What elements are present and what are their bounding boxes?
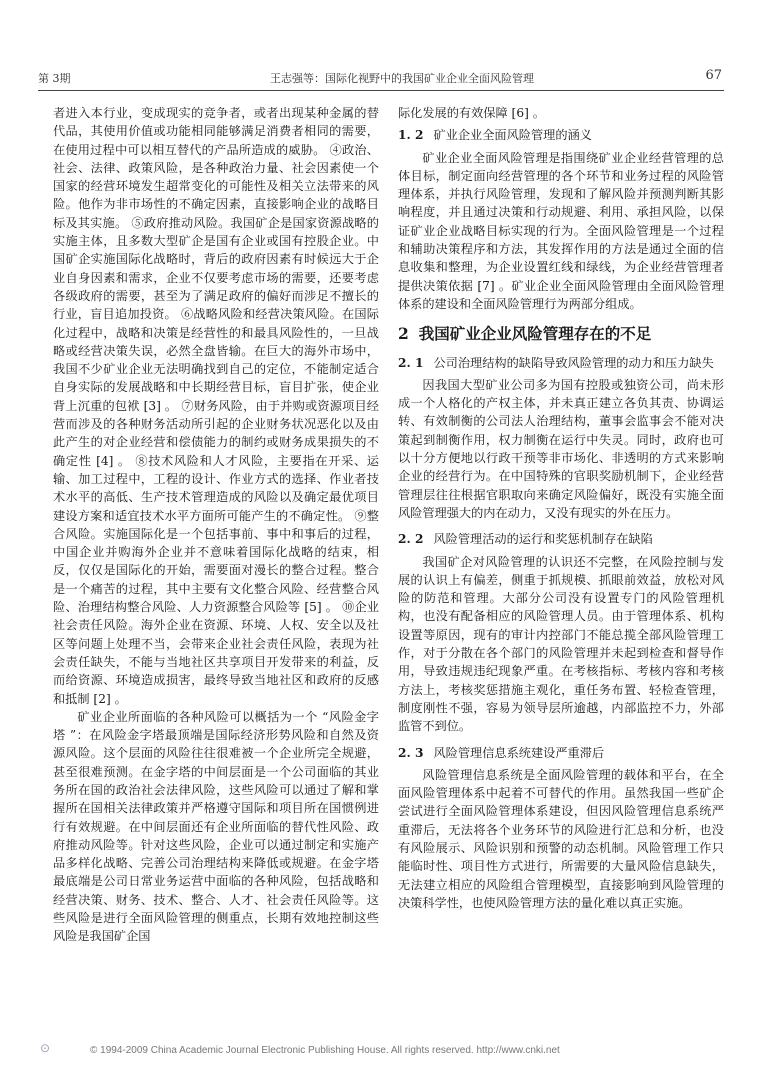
copyright-text: © 1994-2009 China Academic Journal Electronic Publishing House. All rights reserved. http://www.cnki.net (90, 1045, 560, 1056)
right-column (398, 104, 724, 912)
section-title: 风险管理活动的运行和奖惩机制存在缺陷 (433, 532, 653, 547)
section-title: 我国矿业企业风险管理存在的不足 (418, 324, 652, 344)
paragraph-continuation: 际化发展的有效保障 [6] 。 (398, 106, 545, 120)
running-title: 王志强等：国际化视野中的我国矿业企业全面风险管理 (270, 72, 534, 85)
section-title: 公司治理结构的缺陷导致风险管理的动力和压力缺失 (433, 355, 714, 370)
section-number: 2 (398, 324, 409, 344)
section-heading-2-2 (398, 530, 724, 548)
paragraph-2-2: 我国矿企对风险管理的认识还不完整，在风险控制与发展的认识上有偏差，侧重于抓规模、抓眼前效益，放松对风险的防范和管理。大部分公司没有设置专门的风险管理机构，也没有配备相应的风险管理人员。由于管理体系、机构设置等原因，现有的审计内控部门不能总揽全部风险管理工作，对于分散在各个部门的风险管理并未起到检查和督导作用，导致违规违纪现象严重。在考核指标、考核内容和考核方法上，考核奖惩措施主观化，重任务布置、轻检查管理，制度刚性不强，容易为领导层所逾越，内部监控不力，外部监管不到位。 (398, 554, 724, 734)
page-header (38, 66, 722, 88)
left-column (53, 104, 379, 946)
paragraph-2-1: 因我国大型矿业公司多为国有控股或独资公司，尚未形成一个人格化的产权主体，并未真正建立各负其责、协调运转、有效制衡的公司法人治理结构，董事会监事会不能对决策起到制衡作用，权力制衡在运行中失灵。同时，政府也可以十分方便地以行政干预等非市场化、非透明的方式来影响企业的经营行为。在中国特殊的官职奖励机制下，企业经营管理层往往根据官职取向来确定风险偏好，既没有实施全面风险管理强大的内在动力，又没有现实的外在压力。 (398, 377, 724, 520)
paragraph-risk-list: 者进入本行业，变成现实的竞争者，或者出现某种金属的替代品，其使用价值或功能相同能够满足消费者相同的需要，在使用过程中可以相互替代的产品所造成的威胁。 ④政治、社会、法律、政策风险，是各种政治力量、社会因素使一个国家的经营环境发生超常变化的可能性及相关立法带来的风险。他作为非市场性的不确定因素，直接影响企业的战略目标及其实施。 ⑤政府推动风险。我国矿企是国家资源战略的实施主体，且多数大型矿企是国有企业或国有控股企业。中国矿企实施国际化战略时，背后的政府因素有时候远大于企业自身因素和需求，企业不仅要考虑市场的需要，还要考虑各级政府的需要，甚至为了满足政府的偏好而涉足不擅长的行业，盲目追加投资。 ⑥战略风险和经营决策风险。在国际化过程中，战略和决策是经营性的和最具风险性的，一旦战略或经营决策失误，必然全盘皆输。在巨大的海外市场中，我国不少矿业企业无法明确找到自己的定位，不能制定适合自身实际的发展战略和中长期经营目标，盲目扩张，使企业背上沉重的包袱 [3] 。 ⑦财务风险，由于并购或资源项目经营而涉及的各种财务活动所引起的企业财务状况恶化以及由此产生的对企业经营和偿债能力的制约或财务成果损失的不确定性 [4] 。 ⑧技术风险和人才风险，主要指在开采、运输、加工过程中，工程的设计、作业方式的选择、作业者技术水平的高低、生产技术管理造成的风险以及确定最优项目建设方案和适宜技术水平方面所可能产生的不确定性。 ⑨整合风险。实施国际化是一个包括事前、事中和事后的过程，中国企业并购海外企业并不意味着国际化战略的结束，相反，仅仅是国际化的开始，需要面对漫长的整合过程。整合是一个痛苦的过程，其中主要有文化整合风险、经营整合风险、治理结构整合风险、人力资源整合风险等 [5] 。 ⑩企业社会责任风险。海外企业在资源、环境、人权、安全以及社区等问题上处理不当，会带来企业社会责任风险，表现为社会责任缺失，不能与当地社区共享项目开发带来的利益，反而给资源、环境造成损害，最终导致当地社区和政府的反感和抵制 [2] 。 (53, 106, 379, 706)
section-title: 矿业企业全面风险管理的涵义 (433, 128, 592, 143)
page-footer (40, 1041, 740, 1063)
section-heading-2-3 (398, 744, 724, 762)
section-heading-2-1 (398, 354, 724, 372)
section-heading-1-2 (398, 126, 724, 144)
section-number: 2. 2 (398, 532, 424, 547)
issue-label: 第 3期 (38, 72, 71, 85)
section-heading-2 (398, 325, 724, 343)
header-rule (38, 90, 724, 91)
page-number: 67 (705, 68, 722, 83)
publisher-logo-icon: ⊙ (40, 1041, 51, 1055)
paragraph-1-2: 矿业企业全面风险管理是指围绕矿业企业经营管理的总体目标，制定面向经营管理的各个环节和业务过程的风险管理体系，并执行风险管理，发现和了解风险并预测判断其影响程度，并且通过决策和行动规避、利用、承担风险，以保证矿业企业战略目标实现的行为。全面风险管理是一个过程和辅助决策程序和方法，其发挥作用的方法是通过全面的信息收集和整理，为企业设置红线和绿线，为企业经营管理者提供决策依据 [7] 。矿业企业全面风险管理由全面风险管理体系的建设和全面风险管理行为两部分组成。 (398, 150, 724, 311)
section-number: 2. 1 (398, 355, 424, 370)
section-number: 1. 2 (398, 128, 424, 143)
section-number: 2. 3 (398, 745, 424, 760)
paragraph-risk-pyramid: 矿业企业所面临的各种风险可以概括为一个 “风险金字塔 ”：在风险金字塔最顶端是国际经济形势风险和自然及资源风险。这个层面的风险往往很难被一个企业所完全规避，甚至很难预测。在金字塔的中间层面是一个公司面临的其业务所在国的政治社会法律风险，这些风险可以通过了解和掌握所在国相关法律政策并严格遵守国际和项目所在国惯例进行有效规避。在中间层面还有企业所面临的替代性风险、政府推动风险等。针对这些风险，企业可以通过制定和实施产品多样化战略、完善公司治理结构来降低或规避。在金字塔最底端是公司日常业务运营中面临的各种风险，包括战略和经营决策、财务、技术、整合、人才、社会责任风险等。这些风险是进行全面风险管理的侧重点，长期有效地控制这些风险是我国矿企国 (53, 709, 379, 944)
section-title: 风险管理信息系统建设严重滞后 (433, 745, 605, 760)
paragraph-2-3: 风险管理信息系统是全面风险管理的载体和平台，在全面风险管理体系中起着不可替代的作用。虽然我国一些矿企尝试进行全面风险管理体系建设，但因风险管理信息系统严重滞后，无法将各个业务环节的风险进行汇总和分析，也没有风险展示、风险识别和预警的动态机制。风险管理工作只能临时性、项目性方式进行，所需要的大量风险信息缺失，无法建立相应的风险组合管理模型，直接影响到风险管理的决策科学性，也使风险管理方法的量化难以真正实施。 (398, 767, 724, 910)
